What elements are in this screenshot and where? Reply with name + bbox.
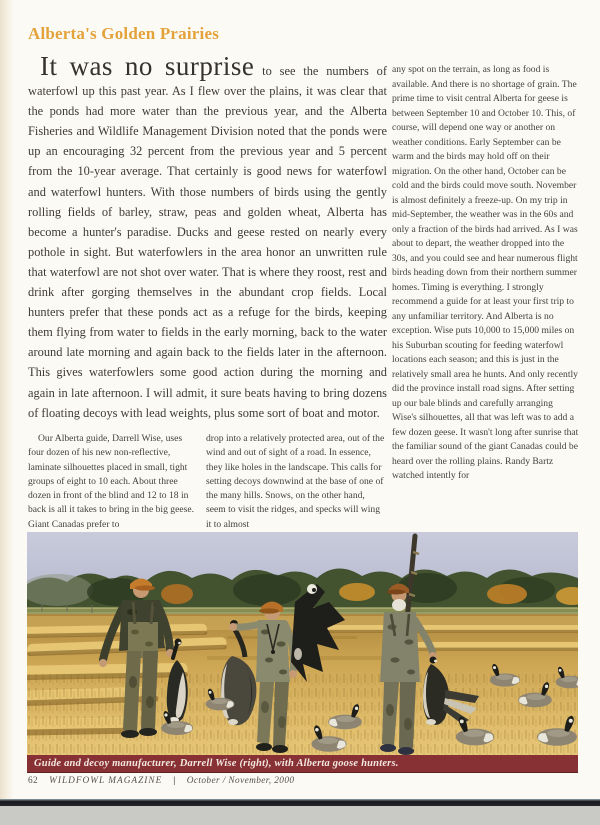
lead-in-text: It was no surprise — [40, 56, 255, 81]
photo-caption-bar — [27, 755, 578, 773]
page-number: 62 — [28, 776, 39, 786]
scan-bottom-edge — [0, 799, 600, 806]
lead-body-text: to see the numbers of waterfowl up this past year. As I flew over the plains, it was clear that the ponds had more water than the previous year, and the Alberta Fisheries and Wildlife Management Division noted that the ponds were up an encouraging 32 percent from the previous year and 5 percent from the 10-year average. That certainly is good news for waterfowl and waterfowl hunters. With those numbers of birds using the gently rolling fields of barley, straw, peas and golden wheat, Alberta has become a hunter's paradise. Ducks and geese rested on nearly every pothole in sight. But waterfowlers in the area honor an unwritten rule that waterfowl are not shot over water. That is where they roost, rest and drink after gorging themselves in the abundant crop fields. Local hunters prefer that these ponds act as a refuge for the birds, keeping them flying from water to fields in the early morning, back to the water around late morning and again back to the fields later in the afternoon. This gives waterfowlers some good action during the morning and again in late afternoon. I will admit, it sure beats having to bring dozens of floating decoys with lead weights, plus some sort of boat and motor. — [28, 64, 387, 420]
lead-paragraph — [28, 56, 387, 429]
photo-caption: Guide and decoy manufacturer, Darrell Wise (right), with Alberta goose hunters. — [34, 758, 399, 769]
hunters-field-scene — [27, 532, 578, 755]
column-right: any spot on the terrain, as long as food is available. And there is no shortage of grain. The prime time to visit central Alberta for geese is between September 10 and October 10. This, of course, will depend one way or another on weather conditions. Early September can be warm and the birds may hold off on their migration. On the other hand, October can be cold and the birds could move south. November is almost definitely a freeze-up. On my trip in mid-September, the weather was in the 60s and only a fraction of the birds had arrived. As I was about to depart, the weather dropped into the 30s, and you could see and hear numerous flight birds heading down from their northern summer homes. Timing is everything. I strongly recommend a guide for at least your first trip to any unfamiliar territory. And Alberta is no exception. Wise puts 10,000 to 15,000 miles on his Suburban scouting for feeding waterfowl locations each season; and this is just in the relatively small area he hunts. And only recently did the province install road signs. After setting up our bale blinds and carefully arranging Wise's silhouettes, all that was left was to add a few dozen geese. It wasn't long after sunrise that the familiar sound of the giant Canadas could be heard over the rolling plains. Randy Bartz watched intently for — [392, 64, 579, 481]
footer-divider: | — [173, 776, 176, 786]
article-kicker: Alberta's Golden Prairies — [28, 24, 220, 43]
issue-date: October / November, 2000 — [186, 776, 295, 786]
page-footer — [28, 776, 294, 786]
field-photo — [27, 532, 578, 773]
column-middle: drop into a relatively protected area, out of the wind and out of sight of a road. In essence, they like holes in the landscape. This calls for setting decoys downwind at the base of one of the many hills. Snows, on the other hand, seem to visit the ridges, and specks will wing it to almost — [206, 433, 385, 530]
scanner-background — [0, 806, 600, 825]
scan-edge-left — [0, 0, 14, 801]
column-left: Our Alberta guide, Darrell Wise, uses four dozen of his new non-reflective, laminate silhouettes placed in small, tight groups of eight to 10 each. About three dozen in front of the blind and 12 to 18 in back is all it takes to bring in the big geese. Giant Canadas prefer to — [28, 433, 194, 530]
magazine-title: WILDFOWL MAGAZINE — [49, 776, 163, 786]
